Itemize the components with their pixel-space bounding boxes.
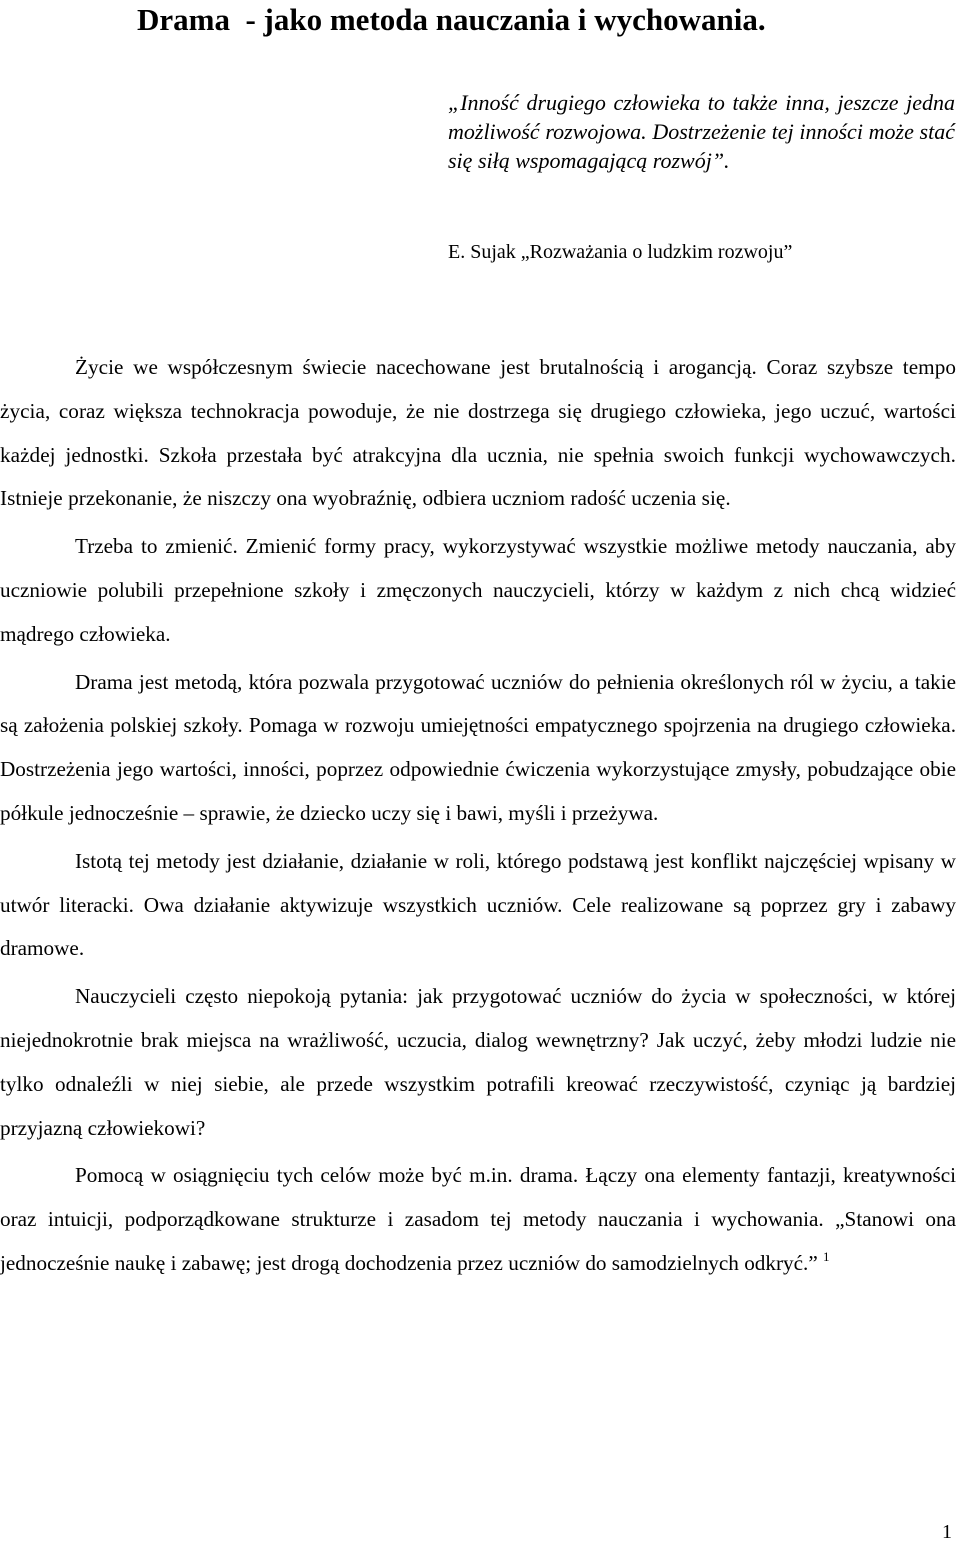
page-number: 1 bbox=[942, 1521, 952, 1543]
paragraph-last bbox=[0, 1154, 956, 1285]
paragraph: Trzeba to zmienić. Zmienić formy pracy, wykorzystywać wszystkie możliwe metody nauczania, aby uczniowie polubili przepełnione szkoły i zmęczonych nauczycieli, którzy w każdym z nich chcą widzieć mądrego człowieka. bbox=[0, 534, 956, 646]
footnote-reference[interactable]: 1 bbox=[823, 1248, 830, 1264]
document-body bbox=[0, 346, 956, 1290]
paragraph-text: Pomocą w osiągnięciu tych celów może być m.in. drama. Łączy ona elementy fantazji, kreatywności oraz intuicji, podporządkowane strukturze i zasadom tej metody nauczania i wychowania. „Stanowi ona jednocześnie naukę i zabawę; jest drogą dochodzenia przez uczniów do samodzielnych odkryć.” bbox=[0, 1163, 956, 1275]
paragraph: Życie we współczesnym świecie nacechowane jest brutalnością i arogancją. Coraz szybsze tempo życia, coraz większa technokracja powoduje, że nie dostrzega się drugiego człowieka, jego uczuć, wartości każdej jednostki. Szkoła przestała być atrakcyjna dla ucznia, nie spełnia swoich funkcji wychowawczych. Istnieje przekonanie, że niszczy ona wyobraźnię, odbiera uczniom radość uczenia się. bbox=[0, 355, 956, 511]
paragraph: Drama jest metodą, która pozwala przygotować uczniów do pełnienia określonych ról w życiu, a takie są założenia polskiej szkoły. Pomaga w rozwoju umiejętności empatycznego spojrzenia na drugiego człowieka. Dostrzeżenia jego wartości, inności, poprzez odpowiednie ćwiczenia wykorzystujące zmysły, pobudzające obie półkule jednocześnie – sprawie, że dziecko uczy się i bawi, myśli i przeżywa. bbox=[0, 669, 956, 825]
paragraph: Nauczycieli często niepokoją pytania: jak przygotować uczniów do życia w społeczności, w której niejednokrotnie brak miejsca na wrażliwość, uczucia, dialog wewnętrzny? Jak uczyć, żeby młodzi ludzie nie tylko odnaleźli w niej siebie, ale przede wszystkim potrafili kreować rzeczywistość, czyniąc ją bardziej przyjazną człowiekowi? bbox=[0, 984, 956, 1140]
paragraph: Istotą tej metody jest działanie, działanie w roli, którego podstawą jest konflikt najczęściej wpisany w utwór literacki. Owa działanie aktywizuje wszystkich uczniów. Cele realizowane są poprzez gry i zabawy dramowe. bbox=[0, 848, 956, 961]
motto-quote: „Inność drugiego człowieka to także inna, jeszcze jedna możliwość rozwojowa. Dostrzeżenie tej inności może stać się siłą wspomagającą rozwój”. bbox=[448, 90, 955, 173]
document-title: Drama - jako metoda nauczania i wychowania. bbox=[137, 2, 766, 37]
motto-source: E. Sujak „Rozważania o ludzkim rozwoju” bbox=[448, 241, 793, 263]
